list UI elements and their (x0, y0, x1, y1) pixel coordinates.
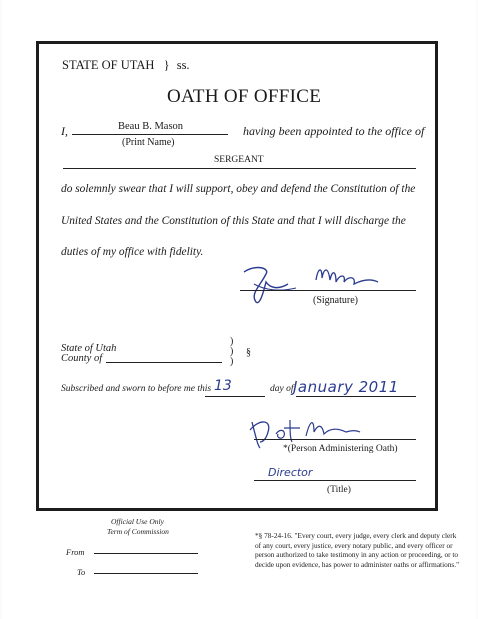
appointee-signature (236, 260, 386, 308)
from-underline (94, 553, 198, 554)
oath-line-3: duties of my office with fidelity. (61, 246, 204, 258)
i-prefix: I, (61, 124, 68, 138)
ss-label: ss. (176, 58, 190, 72)
state-label: STATE OF UTAH (62, 58, 155, 72)
oath-line-2: United States and the Constitution of this State and that I will discharge the (61, 215, 406, 227)
venue-paren-2: ) (230, 346, 234, 357)
sworn-month-year: January 2011 (293, 378, 399, 396)
administrator-title-value: Director (268, 466, 313, 479)
day-underline (205, 396, 265, 397)
office-title: SERGEANT (214, 155, 264, 165)
office-underline (63, 168, 416, 169)
state-header (62, 58, 190, 73)
title-caption: (Title) (327, 485, 351, 495)
document-title: OATH OF OFFICE (167, 86, 322, 107)
venue-state: State of Utah (61, 343, 117, 354)
name-underline (72, 134, 228, 135)
oath-line-1: do solemnly swear that I will support, obey and defend the Constitution of the (61, 183, 416, 195)
sworn-text: Subscribed and sworn to before me this (61, 384, 212, 394)
to-label: To (77, 567, 86, 577)
venue-paren-1: ) (230, 336, 234, 347)
name-caption: (Print Name) (122, 137, 175, 148)
section-symbol: § (246, 347, 251, 358)
from-label: From (66, 547, 85, 557)
venue-paren-3: ) (230, 356, 234, 367)
sworn-day: 13 (214, 378, 232, 394)
signature-underline (240, 290, 416, 291)
official-use-subheading: Term of Commission (107, 527, 169, 536)
month-underline (296, 396, 416, 397)
brace: } (163, 58, 170, 72)
statute-footnote: *§ 78-24-16. "Every court, every judge, every clerk and deputy clerk of any court, every justice, every notary public, and every officer or person authorized to take testimony in any action or proceeding, or to decide upon evidence, has power to administer oaths or affirmations." (255, 531, 460, 569)
appointee-name: Beau B. Mason (118, 121, 184, 132)
day-of-label: day of (270, 384, 294, 394)
administrator-caption: *(Person Administering Oath) (283, 444, 398, 454)
venue-county: County of (61, 353, 103, 364)
appointed-text: having been appointed to the office of (243, 124, 425, 138)
signature-caption: (Signature) (313, 295, 358, 306)
county-underline (106, 362, 222, 363)
to-underline (94, 573, 198, 574)
administrator-underline (254, 439, 416, 440)
title-underline (254, 480, 416, 481)
official-use-heading: Official Use Only (111, 517, 164, 526)
